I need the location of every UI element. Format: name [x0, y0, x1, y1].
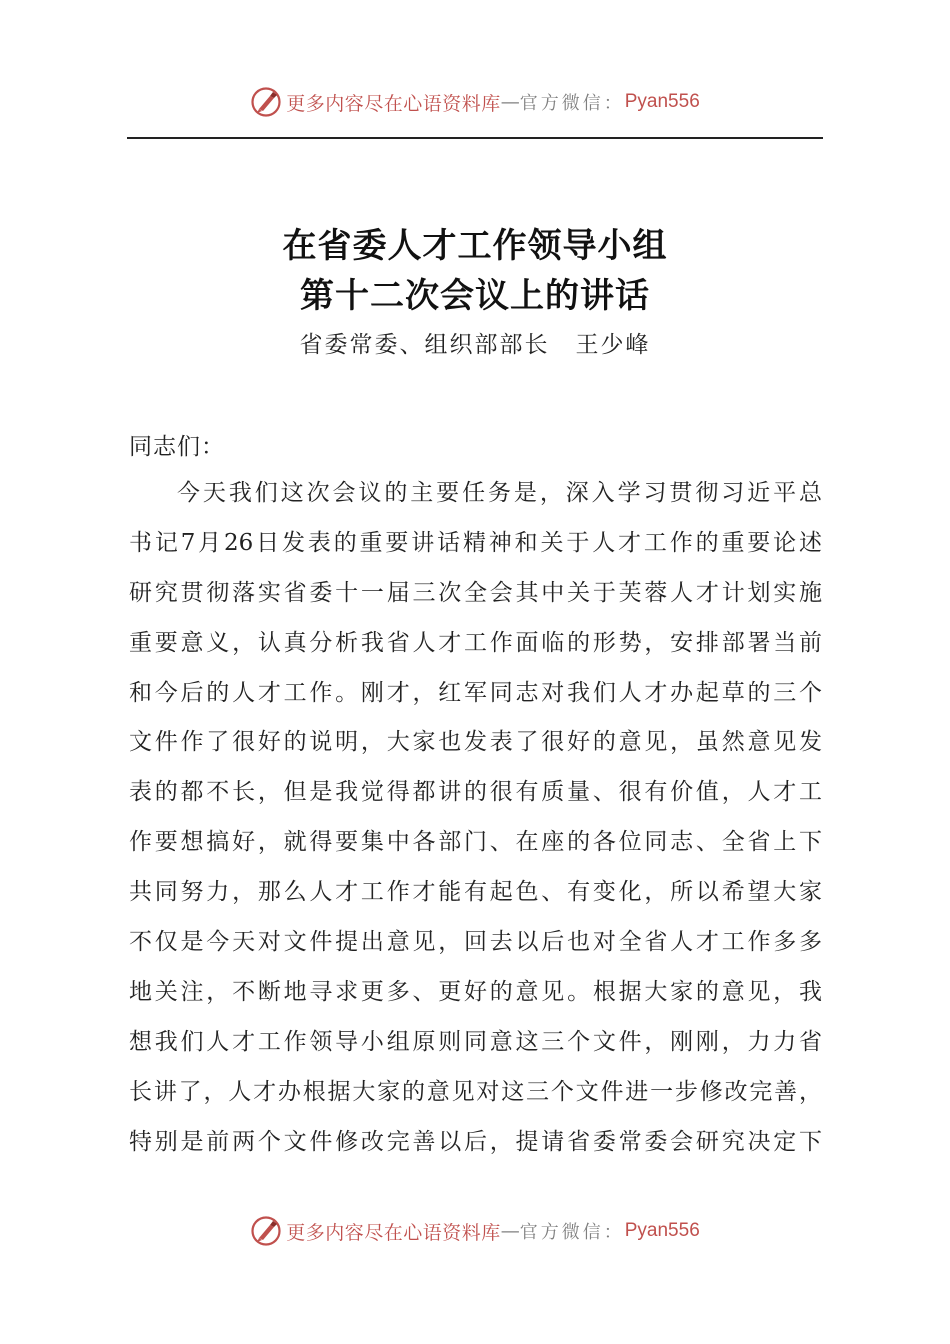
- paragraph-line: 文件作了很好的说明，大家也发表了很好的意见，虽然意见发: [129, 729, 822, 756]
- paragraph-line: 书记7月26日发表的重要讲话精神和关于人才工作的重要论述: [129, 529, 822, 556]
- paragraph-line: 重要意义，认真分析我省人才工作面临的形势，安排部署当前: [129, 629, 822, 656]
- footer-banner: [0, 1211, 950, 1251]
- paragraph-line: 和今后的人才工作。刚才，红军同志对我们人才办起草的三个: [129, 679, 822, 706]
- paragraph-line: 特别是前两个文件修改完善以后，提请省委常委会研究决定下: [129, 1128, 822, 1155]
- banner-text: 更多内容尽在心语资料库: [286, 92, 501, 115]
- header-banner: [0, 82, 950, 122]
- paragraph-line: 地关注，不断地寻求更多、更好的意见。根据大家的意见，我: [129, 978, 822, 1005]
- paragraph-line: 今天我们这次会议的主要任务是，深入学习贯彻习近平总: [177, 480, 822, 506]
- paragraph-line: 表的都不长，但是我觉得都讲的很有质量、很有价值，人才工: [129, 779, 822, 806]
- document-title-line-2: 第十二次会议上的讲话: [300, 276, 650, 316]
- paragraph-line: 不仅是今天对文件提出意见，回去以后也对全省人才工作多多: [129, 929, 822, 956]
- banner-wechat-id: Pyan556: [624, 1220, 700, 1241]
- banner-separator: —: [500, 91, 520, 113]
- banner-wechat-label: 官方微信：: [519, 93, 625, 114]
- banner-separator: —: [500, 1220, 520, 1242]
- paragraph-line: 作要想搞好，就得要集中各部门、在座的各位同志、全省上下: [129, 829, 822, 856]
- banner-text: 更多内容尽在心语资料库: [286, 1221, 501, 1244]
- salutation: 同志们：: [129, 434, 225, 460]
- author-name: 王少峰: [575, 332, 651, 358]
- author-title: 省委常委、组织部部长: [299, 332, 550, 358]
- header-divider: [127, 137, 823, 139]
- paragraph-line: 长讲了，人才办根据大家的意见对这三个文件进一步修改完善，: [129, 1078, 822, 1105]
- author-line: [0, 326, 950, 359]
- pen-nib-logo-icon: [250, 1215, 282, 1247]
- document-title-line-1: 在省委人才工作领导小组: [282, 226, 668, 266]
- body-paragraph: [129, 478, 829, 1176]
- banner-wechat-label: 官方微信：: [519, 1222, 625, 1243]
- paragraph-line: 研究贯彻落实省委十一届三次全会其中关于芙蓉人才计划实施: [129, 579, 822, 606]
- pen-nib-logo-icon: [250, 86, 282, 118]
- banner-wechat-id: Pyan556: [624, 91, 700, 112]
- paragraph-line: 想我们人才工作领导小组原则同意这三个文件，刚刚，力力省: [129, 1028, 822, 1055]
- paragraph-line: 共同努力，那么人才工作才能有起色、有变化，所以希望大家: [129, 879, 822, 906]
